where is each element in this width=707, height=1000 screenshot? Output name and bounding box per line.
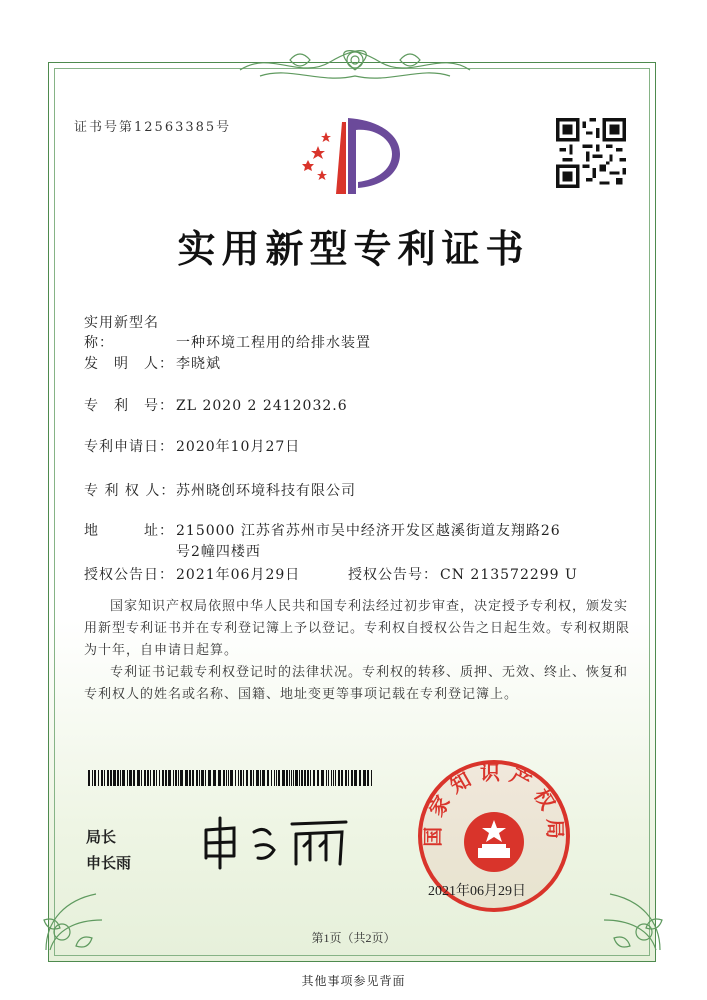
certificate-number: 证书号第12563385号 — [74, 120, 232, 135]
cnipa-logo — [296, 110, 406, 200]
patentee-value: 苏州晓创环境科技有限公司 — [176, 483, 356, 499]
patentee-label: 专 利 权 人： — [84, 483, 176, 499]
qr-code — [556, 118, 626, 188]
page-number: 第1页（共2页） — [311, 931, 396, 945]
grant-announcement-date-label: 授权公告日： — [84, 567, 174, 583]
utility-model-name-label: 实用新型名称： — [84, 315, 159, 351]
inventor-label: 发 明 人： — [84, 356, 174, 372]
utility-model-name-field — [84, 312, 371, 352]
body-paragraph-1: 国家知识产权局依照中华人民共和国专利法经过初步审查，决定授予专利权，颁发实用新型专利证书并在专利登记簿上予以登记。专利权自授权公告之日起生效。专利权期限为十年，自申请日起算。 — [84, 599, 631, 658]
certificate-body — [84, 596, 632, 706]
grant-announcement-number-value: CN 213572299 U — [440, 567, 578, 583]
barcode — [88, 770, 372, 786]
national-emblem-icon — [464, 812, 524, 872]
bottom-right-ornament — [590, 880, 670, 960]
address-value-line1: 215000 江苏省苏州市吴中经济开发区越溪街道友翔路26 — [176, 523, 561, 539]
application-date-label: 专利申请日： — [84, 439, 174, 455]
grant-announcement-date-field — [84, 564, 300, 584]
bottom-left-ornament — [36, 880, 116, 960]
director-title: 局长 — [86, 828, 117, 846]
address-field-continued — [176, 541, 261, 561]
application-date-value: 2020年10月27日 — [176, 439, 301, 455]
patent-number-field — [84, 395, 348, 415]
inventor-value: 李晓斌 — [176, 356, 221, 372]
certificate-title: 实用新型专利证书 — [177, 226, 530, 271]
seal-date: 2021年06月29日 — [428, 884, 526, 899]
address-label: 地 址： — [84, 523, 174, 539]
patent-number-value: ZL 2020 2 2412032.6 — [176, 398, 348, 414]
director-signature — [196, 812, 356, 872]
top-ornament — [230, 40, 480, 86]
seal-text: 国家知识产权局 — [420, 760, 568, 847]
patent-number-label: 专 利 号： — [84, 398, 174, 414]
grant-announcement-number-field — [348, 564, 578, 584]
grant-announcement-date-value: 2021年06月29日 — [176, 567, 301, 583]
application-date-field — [84, 436, 300, 456]
director-name: 申长雨 — [86, 854, 132, 872]
utility-model-name-value: 一种环境工程用的给排水装置 — [176, 335, 371, 351]
footer-note: 其他事项参见背面 — [301, 974, 406, 988]
body-paragraph-2: 专利证书记载专利权登记时的法律状况。专利权的转移、质押、无效、终止、恢复和专利权人的姓名或名称、国籍、地址变更等事项记载在专利登记簿上。 — [84, 665, 629, 702]
grant-announcement-number-label: 授权公告号： — [348, 567, 438, 583]
address-field — [84, 520, 561, 540]
patentee-field — [84, 480, 356, 500]
inventor-field — [84, 353, 221, 373]
address-value-line2: 号2幢四楼西 — [176, 544, 261, 560]
